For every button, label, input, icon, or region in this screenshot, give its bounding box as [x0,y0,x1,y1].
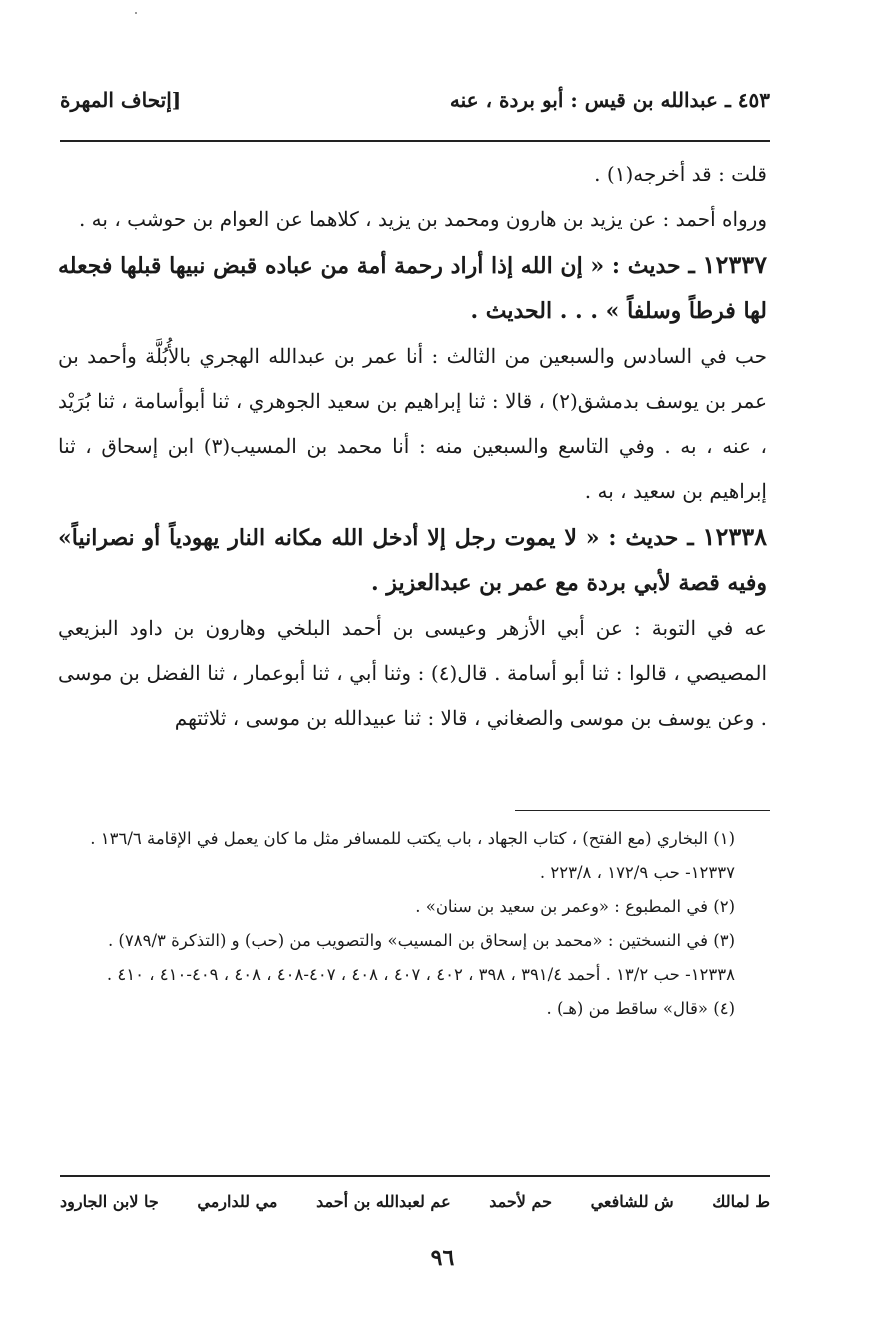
hadith-text: ـ حديث : « إن الله إذا أراد رحمة أمة من عباده قبض نبيها قبلها فجعله لها فرطاً وسلفاً » . . . الحديث . [58,253,767,324]
footnote-1: (١) البخاري (مع الفتح) ، كتاب الجهاد ، باب يكتب للمسافر مثل ما كان يعمل في الإقامة ١٣٦/٦ . [90,829,735,848]
abbreviation-item: ش للشافعي [590,1192,674,1211]
footnote-rule [515,810,770,811]
abbreviation-item: جا لابن الجارود [60,1192,159,1211]
paragraph-isnad-2: عه في التوبة : عن أبي الأزهر وعيسى بن أحمد البلخي وهارون بن داود البزيعي المصيصي ، قالوا : ثنا أبو أسامة . قال(٤) : وثنا أبي ، ثنا أبوعمار ، ثنا الفضل بن موسى . وعن يوسف بن موسى والصغاني ، قالا : ثنا عبيدالله بن موسى ، ثلاثتهم [58,616,767,730]
abbreviations-rule [60,1175,770,1177]
hadith-number: ١٢٣٣٧ [702,250,767,279]
footnotes [58,822,735,1026]
header-chapter-title: ٤٥٣ ـ عبدالله بن قيس : أبو بردة ، عنه [449,88,770,112]
footnote-4: (٤) «قال» ساقط من (هـ) . [546,999,735,1018]
abbreviation-item: عم لعبدالله بن أحمد [316,1192,451,1211]
page-number: ٩٦ [430,1245,455,1271]
abbreviation-item: مي للدارمي [197,1192,278,1211]
abbreviation-item: ط لمالك [712,1192,770,1211]
hadith-number: ١٢٣٣٨ [702,522,767,551]
header-rule [60,140,770,142]
abbreviation-item: حم لأحمد [489,1192,552,1211]
header-book-title: [إتحاف المهرة [60,88,182,112]
main-text [58,152,767,741]
hadith-12337 [58,242,767,334]
paragraph-note: قلت : قد أخرجه(١) . [594,162,767,186]
footnote-3: (٣) في النسختين : «محمد بن إسحاق بن المسيب» والتصويب من (حب) و (التذكرة ٧٨٩/٣) . [107,931,735,950]
footnote-ref-12337: ١٢٣٣٧- حب ١٧٢/٩ ، ٢٢٣/٨ . [539,863,735,882]
footnote-ref-12338: ١٢٣٣٨- حب ١٣/٢ . أحمد ٣٩١/٤ ، ٣٩٨ ، ٤٠٢ ، ٤٠٧ ، ٤٠٨ ، ٤٠٧-٤٠٨ ، ٤٠٨ ، ٤٠٩-٤١٠ ، ٤١٠ . [106,965,735,984]
hadith-12338 [58,514,767,606]
scan-speck [135,12,137,14]
paragraph-isnad-1: حب في السادس والسبعين من الثالث : أنا عمر بن عبدالله الهجري بالأُبُلَّة وأحمد بن عمر بن يوسف بدمشق(٢) ، قالا : ثنا إبراهيم بن سعيد الجوهري ، ثنا أبوأسامة ، ثنا بُرَيْد ، عنه ، به . وفي التاسع والسبعين منه : أنا محمد بن المسيب(٣) ابن إسحاق ، ثنا إبراهيم بن سعيد ، به . [58,344,767,503]
hadith-text: ـ حديث : « لا يموت رجل إلا أدخل الله مكانه النار يهودياً أو نصرانياً» وفيه قصة لأبي بردة مع عمر بن عبدالعزيز . [58,525,767,596]
abbreviations-legend [60,1192,770,1211]
paragraph-ahmad: ورواه أحمد : عن يزيد بن هارون ومحمد بن يزيد ، كلاهما عن العوام بن حوشب ، به . [78,207,767,231]
running-header [60,88,770,124]
footnote-2: (٢) في المطبوع : «وعمر بن سعيد بن سنان» . [415,897,735,916]
